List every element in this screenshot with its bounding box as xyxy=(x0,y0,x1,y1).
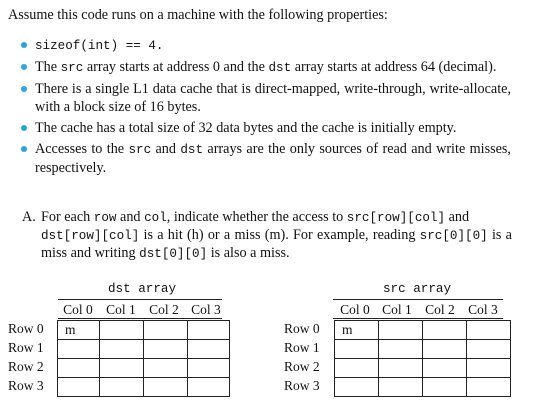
src-answer-cell[interactable] xyxy=(335,359,379,378)
src-answer-cell[interactable] xyxy=(379,340,423,359)
dst-answer-cell[interactable] xyxy=(58,359,100,378)
code-span: col xyxy=(144,211,167,225)
property-text xyxy=(35,80,511,116)
text-span: array starts at address 64 (decimal). xyxy=(291,59,497,75)
src-answer-cell[interactable] xyxy=(423,321,467,340)
code-span: dst xyxy=(268,61,292,75)
question-label: A. xyxy=(22,209,36,225)
dst-row-label: Row 3 xyxy=(8,378,44,393)
src-table-row xyxy=(335,359,511,378)
dst-col-header: Col 0 xyxy=(63,302,93,317)
src-header-rule xyxy=(333,318,503,319)
question-continuation xyxy=(22,227,512,263)
dst-answer-cell[interactable] xyxy=(100,340,144,359)
code-span: src xyxy=(60,61,84,75)
dst-table-row xyxy=(58,321,230,340)
property-item xyxy=(21,119,511,137)
src-table-caption: src array xyxy=(382,282,452,296)
dst-answer-cell[interactable] xyxy=(188,321,230,340)
src-row-label: Row 2 xyxy=(284,359,320,374)
text-span: arrays are the only sources of read and write misses, respectively. xyxy=(35,141,511,176)
code-span: src[0][0] xyxy=(419,229,488,243)
code-span: sizeof(int) xyxy=(35,39,119,53)
dst-col-header: Col 2 xyxy=(149,302,179,317)
dst-answer-cell[interactable] xyxy=(144,340,188,359)
src-col-header: Col 3 xyxy=(468,302,498,317)
src-answer-cell[interactable] xyxy=(335,340,379,359)
dst-answer-cell[interactable] xyxy=(188,378,230,397)
src-col-header: Col 1 xyxy=(382,302,412,317)
properties-list xyxy=(21,36,511,180)
property-text xyxy=(35,36,511,55)
bullet-icon xyxy=(21,42,27,48)
text-span: is a hit (h) or a miss (m). For example, reading xyxy=(139,227,420,243)
code-span: dst[row][col] xyxy=(41,229,140,243)
src-answer-cell[interactable] xyxy=(467,321,511,340)
dst-answer-cell[interactable] xyxy=(144,378,188,397)
text-span: is a miss and writing xyxy=(41,227,512,261)
property-text xyxy=(35,58,511,77)
bullet-icon xyxy=(21,146,27,152)
dst-table-grid xyxy=(57,320,230,397)
dst-answer-cell[interactable] xyxy=(100,359,144,378)
text-span: The xyxy=(35,59,61,75)
intro-text: Assume this code runs on a machine with the following properties: xyxy=(8,7,388,23)
src-caption-rule xyxy=(333,299,503,300)
src-answer-cell[interactable] xyxy=(467,359,511,378)
dst-answer-cell[interactable] xyxy=(188,359,230,378)
dst-row-label: Row 0 xyxy=(8,321,44,336)
src-row-label: Row 3 xyxy=(284,378,320,393)
dst-table-caption: dst array xyxy=(107,282,177,296)
code-span: src xyxy=(128,143,152,157)
dst-header-rule xyxy=(58,318,222,319)
text-span: , indicate whether the access to xyxy=(166,209,347,225)
property-text xyxy=(35,119,511,137)
dst-answer-cell[interactable] xyxy=(100,321,144,340)
src-answer-cell[interactable] xyxy=(379,321,423,340)
property-item xyxy=(21,58,511,77)
bullet-icon xyxy=(21,64,27,70)
text-span: and xyxy=(151,141,181,157)
src-answer-cell[interactable] xyxy=(423,378,467,397)
text-span: array starts at address 0 and the xyxy=(83,59,269,75)
code-span: dst xyxy=(180,143,204,157)
src-row-label: Row 1 xyxy=(284,340,320,355)
question-a xyxy=(22,209,512,263)
code-span: src[row][col] xyxy=(346,211,446,225)
text-span: The cache has a total size of 32 data bytes and the cache is initially empty. xyxy=(35,120,457,136)
dst-answer-cell[interactable]: m xyxy=(58,321,100,340)
dst-table-row xyxy=(58,340,230,359)
code-span: row xyxy=(93,211,117,225)
dst-table-row xyxy=(58,378,230,397)
dst-answer-cell[interactable] xyxy=(144,321,188,340)
src-answer-cell[interactable] xyxy=(467,340,511,359)
text-span: is also a miss. xyxy=(207,245,290,261)
src-answer-cell[interactable] xyxy=(423,340,467,359)
dst-answer-cell[interactable] xyxy=(58,340,100,359)
dst-col-header: Col 1 xyxy=(106,302,136,317)
dst-answer-cell[interactable] xyxy=(188,340,230,359)
dst-caption-rule xyxy=(58,299,222,300)
src-answer-cell[interactable] xyxy=(379,359,423,378)
src-table-grid xyxy=(334,320,511,397)
dst-answer-cell[interactable] xyxy=(58,378,100,397)
text-span: There is a single L1 data cache that is direct-mapped, write-through, write-allocate, with a block size of 16 bytes. xyxy=(35,81,511,115)
property-item xyxy=(21,36,511,55)
text-span: For each xyxy=(41,209,94,225)
src-table-row xyxy=(335,378,511,397)
src-answer-cell[interactable] xyxy=(379,378,423,397)
bullet-icon xyxy=(21,125,27,131)
code-span: == 4. xyxy=(118,39,164,53)
text-span: and xyxy=(116,209,145,225)
question-first-line xyxy=(22,209,512,227)
code-span: dst[0][0] xyxy=(139,247,208,261)
src-answer-cell[interactable] xyxy=(423,359,467,378)
src-table-row xyxy=(335,321,511,340)
src-col-header: Col 2 xyxy=(425,302,455,317)
property-item xyxy=(21,140,511,177)
dst-row-label: Row 1 xyxy=(8,340,44,355)
dst-row-label: Row 2 xyxy=(8,359,44,374)
dst-col-header: Col 3 xyxy=(191,302,221,317)
src-answer-cell[interactable]: m xyxy=(335,321,379,340)
text-span: Accesses to the xyxy=(35,141,129,157)
property-text xyxy=(35,140,511,177)
src-answer-cell[interactable] xyxy=(467,378,511,397)
src-table-row xyxy=(335,340,511,359)
dst-answer-cell[interactable] xyxy=(144,359,188,378)
src-row-label: Row 0 xyxy=(284,321,320,336)
text-span: and xyxy=(445,209,470,225)
src-col-header: Col 0 xyxy=(340,302,370,317)
dst-table-row xyxy=(58,359,230,378)
dst-answer-cell[interactable] xyxy=(100,378,144,397)
bullet-icon xyxy=(21,86,27,92)
src-answer-cell[interactable] xyxy=(335,378,379,397)
property-item xyxy=(21,80,511,116)
